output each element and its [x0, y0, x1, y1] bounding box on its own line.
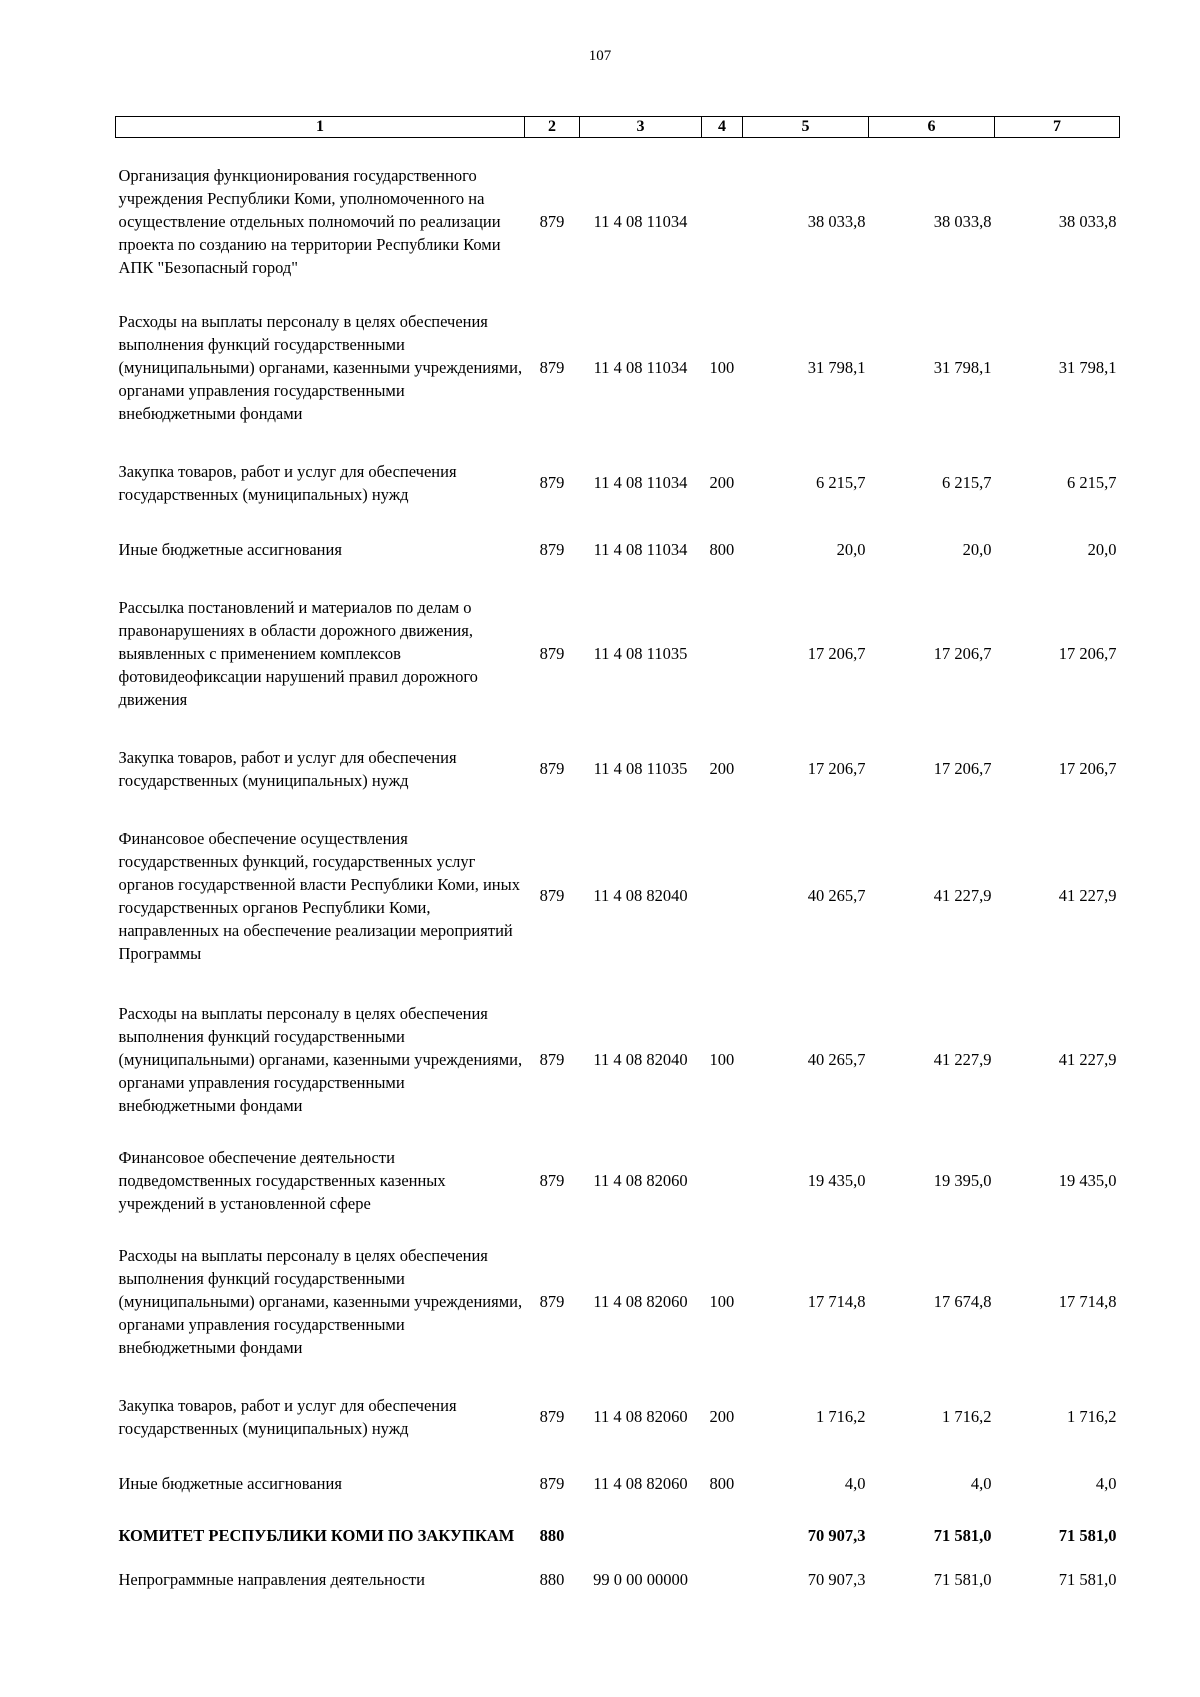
amount-col-6: 1 716,2 [942, 1407, 992, 1426]
target-article-code: 11 4 08 82060 [593, 1292, 688, 1311]
amount-col-5: 40 265,7 [807, 886, 866, 905]
table-row [116, 984, 1120, 1136]
row-description: Расходы на выплаты персоналу в целях обеспечения выполнения функций государственными (муниципальными) органами, казенными учреждениями, органами управления государственными внебюджетными фондами [118, 1004, 523, 1115]
amount-col-6: 17 206,7 [933, 644, 992, 663]
expense-type-code [702, 1512, 743, 1560]
column-header: 3 [580, 117, 702, 138]
row-description: Закупка товаров, работ и услуг для обеспечения государственных (муниципальных) нужд [118, 747, 457, 790]
budget-table [115, 116, 1120, 1600]
amount-col-7: 71 581,0 [1058, 1570, 1117, 1589]
page-number: 107 [588, 48, 612, 64]
column-header: 4 [702, 117, 743, 138]
row-description: Расходы на выплаты персоналу в целях обеспечения выполнения функций государственными (муниципальными) органами, казенными учреждениями, органами управления государственными внебюджетными фондами [118, 1246, 523, 1357]
amount-col-7: 1 716,2 [1067, 1407, 1117, 1426]
admin-code: 879 [539, 473, 565, 492]
row-description: Непрограммные направления деятельности [118, 1570, 425, 1589]
admin-code: 879 [539, 358, 565, 377]
amount-col-5: 19 435,0 [807, 1171, 866, 1190]
amount-col-7: 41 227,9 [1058, 886, 1117, 905]
target-article-code: 11 4 08 82060 [593, 1171, 688, 1190]
amount-col-6: 4,0 [970, 1474, 992, 1493]
column-header: 1 [116, 117, 525, 138]
column-header: 7 [995, 117, 1120, 138]
expense-type-code: 200 [709, 473, 735, 492]
expense-type-code [702, 138, 743, 292]
table-row [116, 730, 1120, 808]
amount-col-5: 38 033,8 [807, 212, 866, 232]
amount-col-5: 17 206,7 [807, 759, 866, 778]
row-description: Финансовое обеспечение деятельности подведомственных государственных казенных учреждений в установленной сфере [118, 1148, 446, 1213]
admin-code: 879 [539, 644, 565, 663]
amount-col-6: 17 206,7 [933, 759, 992, 778]
table-row [116, 138, 1120, 292]
table-row [116, 1136, 1120, 1226]
amount-col-7: 6 215,7 [1067, 473, 1117, 492]
row-description: Иные бюджетные ассигнования [118, 1474, 342, 1493]
amount-col-7: 17 714,8 [1058, 1292, 1117, 1311]
expense-type-code: 200 [709, 1407, 735, 1426]
amount-col-5: 70 907,3 [807, 1526, 866, 1545]
amount-col-5: 31 798,1 [807, 358, 866, 377]
target-article-code: 99 0 00 00000 [593, 1570, 688, 1589]
admin-code: 879 [539, 759, 565, 778]
amount-col-6: 6 215,7 [942, 473, 992, 492]
row-description: Иные бюджетные ассигнования [118, 540, 342, 559]
table-row [116, 1226, 1120, 1378]
expense-type-code: 100 [709, 358, 735, 377]
expense-type-code [702, 578, 743, 730]
table-row [116, 292, 1120, 444]
expense-type-code [702, 1136, 743, 1226]
admin-code: 879 [539, 540, 565, 559]
amount-col-5: 17 714,8 [807, 1292, 866, 1311]
table-row [116, 444, 1120, 522]
expense-type-code: 100 [709, 1050, 735, 1069]
table-row [116, 1378, 1120, 1456]
table-header-row [116, 117, 1120, 138]
amount-col-7: 31 798,1 [1058, 358, 1117, 377]
target-article-code: 11 4 08 11034 [593, 540, 688, 559]
table-row [116, 1512, 1120, 1560]
table-row [116, 1560, 1120, 1600]
amount-col-6: 17 674,8 [933, 1292, 992, 1311]
amount-col-6: 41 227,9 [933, 1050, 992, 1069]
table-row [116, 808, 1120, 984]
column-header: 2 [525, 117, 580, 138]
amount-col-7: 19 435,0 [1058, 1171, 1117, 1190]
target-article-code: 11 4 08 11034 [593, 212, 688, 232]
expense-type-code [702, 1560, 743, 1600]
amount-col-6: 71 581,0 [933, 1570, 992, 1589]
amount-col-7: 4,0 [1095, 1474, 1117, 1493]
amount-col-5: 6 215,7 [816, 473, 866, 492]
admin-code: 880 [539, 1570, 565, 1589]
table-row [116, 1456, 1120, 1512]
expense-type-code [702, 808, 743, 984]
amount-col-5: 17 206,7 [807, 644, 866, 663]
target-article-code [580, 1512, 702, 1560]
amount-col-5: 4,0 [844, 1474, 866, 1493]
amount-col-7: 20,0 [1087, 540, 1117, 559]
amount-col-6: 71 581,0 [933, 1526, 992, 1545]
target-article-code: 11 4 08 82060 [593, 1407, 688, 1426]
admin-code: 879 [539, 1050, 565, 1069]
amount-col-6: 31 798,1 [933, 358, 992, 377]
row-description: Рассылка постановлений и материалов по делам о правонарушениях в области дорожного движения, выявленных с применением комплексов фотовидеофиксации нарушений правил дорожного движения [118, 598, 478, 709]
amount-col-6: 19 395,0 [933, 1171, 992, 1190]
amount-col-7: 38 033,8 [1058, 212, 1117, 232]
row-description: Финансовое обеспечение осуществления государственных функций, государственных услуг органов государственной власти Республики Коми, иных государственных органов Республики Коми, направленных на обеспечение реализации мероприятий Программы [118, 828, 520, 963]
row-description: КОМИТЕТ РЕСПУБЛИКИ КОМИ ПО ЗАКУПКАМ [118, 1526, 515, 1545]
target-article-code: 11 4 08 11034 [593, 358, 688, 377]
row-description: Организация функционирования государственного учреждения Республики Коми, уполномоченного на осуществление отдельных полномочий по реализации проекта по созданию на территории Республики Коми АПК "Безопасный город" [118, 166, 501, 278]
expense-type-code: 800 [709, 1474, 735, 1493]
amount-col-5: 70 907,3 [807, 1570, 866, 1589]
amount-col-5: 20,0 [836, 540, 866, 559]
column-header: 6 [869, 117, 995, 138]
amount-col-5: 1 716,2 [816, 1407, 866, 1426]
admin-code: 879 [539, 1407, 565, 1426]
admin-code: 879 [539, 212, 565, 232]
amount-col-6: 41 227,9 [933, 886, 992, 905]
target-article-code: 11 4 08 11035 [593, 644, 688, 663]
amount-col-7: 17 206,7 [1058, 644, 1117, 663]
amount-col-6: 38 033,8 [933, 212, 992, 232]
expense-type-code: 100 [709, 1292, 735, 1311]
target-article-code: 11 4 08 11035 [593, 759, 688, 778]
admin-code: 879 [539, 1292, 565, 1311]
row-description: Расходы на выплаты персоналу в целях обеспечения выполнения функций государственными (муниципальными) органами, казенными учреждениями, органами управления государственными внебюджетными фондами [118, 312, 523, 423]
target-article-code: 11 4 08 82040 [593, 886, 688, 905]
table-body [116, 138, 1120, 1600]
amount-col-7: 41 227,9 [1058, 1050, 1117, 1069]
row-description: Закупка товаров, работ и услуг для обеспечения государственных (муниципальных) нужд [118, 1395, 457, 1438]
column-header: 5 [743, 117, 869, 138]
table-row [116, 522, 1120, 578]
target-article-code: 11 4 08 82060 [593, 1474, 688, 1493]
admin-code: 879 [539, 1171, 565, 1190]
admin-code: 879 [539, 1474, 565, 1493]
admin-code: 879 [539, 886, 565, 905]
admin-code: 880 [539, 1526, 565, 1545]
row-description: Закупка товаров, работ и услуг для обеспечения государственных (муниципальных) нужд [118, 461, 457, 504]
expense-type-code: 200 [709, 759, 735, 778]
table-row [116, 578, 1120, 730]
target-article-code: 11 4 08 82040 [593, 1050, 688, 1069]
target-article-code: 11 4 08 11034 [593, 473, 688, 492]
amount-col-7: 17 206,7 [1058, 759, 1117, 778]
expense-type-code: 800 [709, 540, 735, 559]
amount-col-7: 71 581,0 [1058, 1526, 1117, 1545]
amount-col-5: 40 265,7 [807, 1050, 866, 1069]
amount-col-6: 20,0 [962, 540, 992, 559]
